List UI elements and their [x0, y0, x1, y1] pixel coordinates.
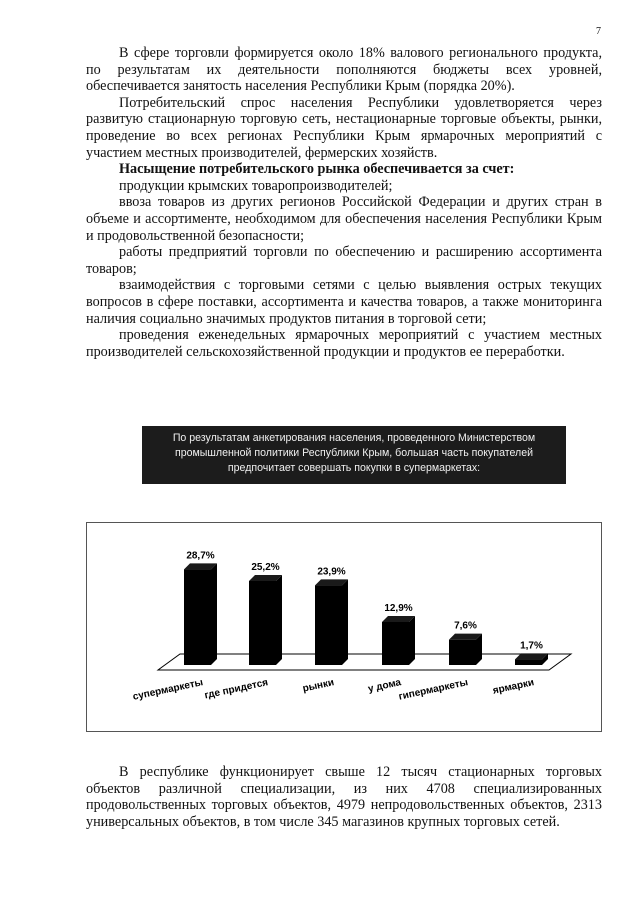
- category-label: рынки: [301, 677, 336, 695]
- data-label: 1,7%: [520, 640, 543, 652]
- bar-side: [211, 563, 217, 665]
- bar-side: [409, 616, 415, 665]
- survey-banner: По результатам анкетирования населения, проведенного Министерством промышленной политики Республики Крым, большая часть покупателей предпочитает совершать покупки в супермаркетах:: [142, 426, 566, 484]
- data-label: 7,6%: [454, 620, 477, 632]
- bar-front: [515, 659, 542, 665]
- data-label: 12,9%: [384, 603, 413, 614]
- bar-front: [382, 622, 409, 665]
- body-text: [86, 45, 602, 360]
- data-label: 23,9%: [317, 566, 346, 578]
- body-paragraph: Насыщение потребительского рынка обеспечивается за счет:: [119, 161, 515, 178]
- bar-front: [315, 585, 342, 665]
- closing-text: [86, 764, 602, 830]
- body-paragraph: взаимодействия с торговыми сетями с целью выявления острых текущих вопросов в сфере поставки, ассортимента и качества товаров, а также мониторинга наличия социально значимых продуктов питания в торговой сети;: [86, 277, 602, 327]
- body-paragraph: ввоза товаров из других регионов Российской Федерации и других стран в объеме и ассортименте, необходимом для обеспечения населения Республики Крым и продовольственной безопасности;: [86, 194, 602, 244]
- chart-floor: [158, 654, 571, 670]
- bar-side: [276, 575, 282, 665]
- body-paragraph: продукции крымских товаропроизводителей;: [119, 177, 393, 194]
- bar-2: [315, 579, 348, 665]
- bar-4: [449, 634, 482, 665]
- body-paragraph: работы предприятий торговли по обеспечению и расширению ассортимента товаров;: [86, 244, 602, 277]
- bar-side: [342, 579, 348, 665]
- chart-frame: [86, 522, 602, 732]
- bar-front: [184, 569, 211, 665]
- body-paragraph: Потребительский спрос населения Республики удовлетворяется через развитую стационарную торговую сеть, нестационарные торговые объекты, рынки, проведение во всех регионах Республики Крым ярмарочных мероприятий с участием местных производителей, фермерских хозяйств.: [86, 94, 602, 161]
- bar-chart: [87, 523, 601, 731]
- category-label: где придется: [203, 677, 270, 702]
- data-label: 25,2%: [251, 562, 280, 573]
- bar-1: [249, 575, 282, 665]
- category-label: супермаркеты: [131, 677, 205, 703]
- category-label: у дома: [367, 677, 403, 695]
- closing-paragraph: В республике функционирует свыше 12 тысяч стационарных торговых объектов различной специализации, из них 4708 специализированных продовольственных торговых объектов, 4979 непродовольственных объектов, 2313 универсальных объектов, в том числе 345 магазинов крупных торговых сетей.: [86, 764, 602, 830]
- bar-3: [382, 616, 415, 665]
- body-paragraph: В сфере торговли формируется около 18% валового регионального продукта, по результатам их деятельности пополняются бюджеты всех уровней, обеспечивается занятость населения Республики Крым (порядка 20%).: [86, 45, 602, 95]
- body-paragraph: проведения еженедельных ярмарочных мероприятий с участием местных производителей сельскохозяйственной продукции и продуктов ее переработки.: [86, 327, 602, 360]
- bar-5: [515, 653, 548, 665]
- bar-0: [184, 563, 217, 665]
- page-number: 7: [596, 26, 601, 37]
- bar-front: [249, 581, 276, 665]
- category-label: гипермаркеты: [397, 677, 470, 703]
- bar-front: [449, 640, 476, 665]
- category-label: ярмарки: [491, 677, 536, 697]
- data-label: 28,7%: [186, 550, 215, 562]
